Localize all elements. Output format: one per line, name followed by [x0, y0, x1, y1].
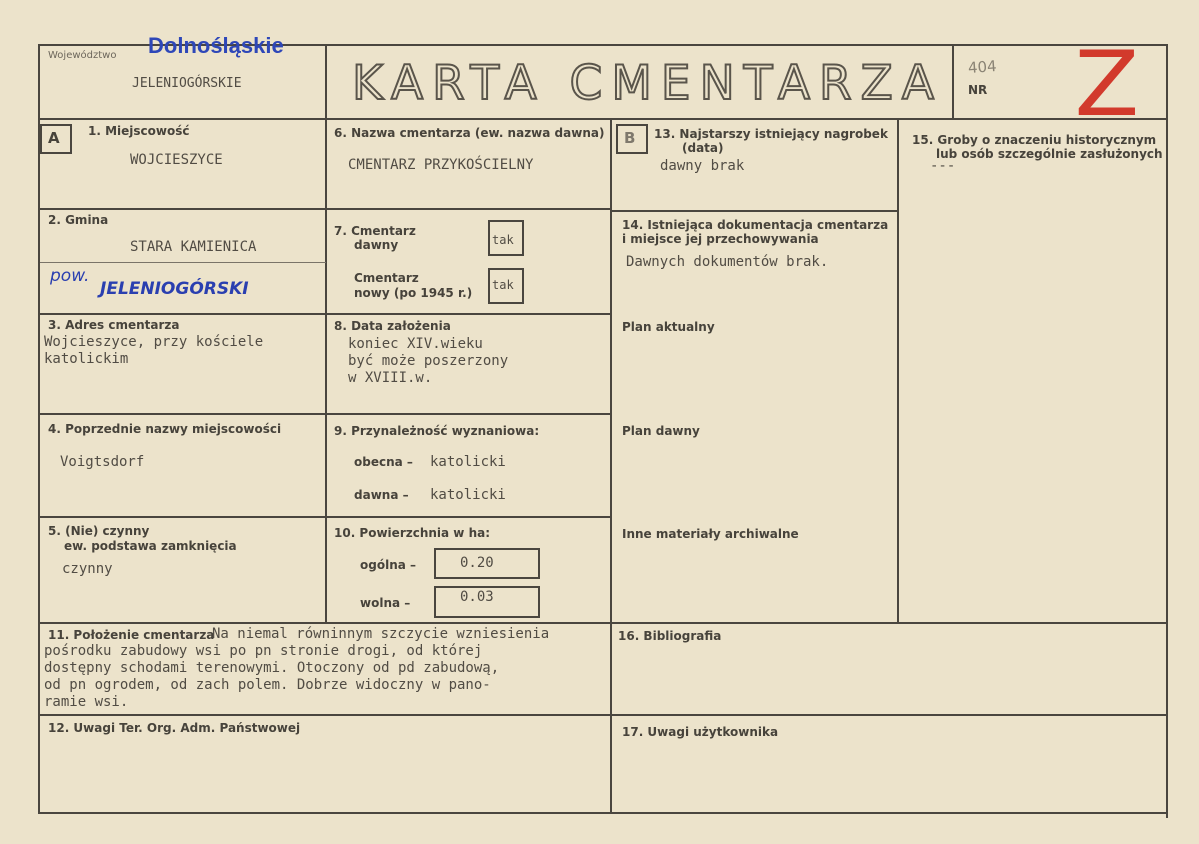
powiat-value: JELENIOGÓRSKI — [100, 279, 249, 299]
field9-dawna-value: katolicki — [430, 487, 506, 503]
rule-gmina-dashed — [40, 262, 326, 263]
field6-value: CMENTARZ PRZYKOŚCIELNY — [348, 157, 534, 173]
nr-handwritten: 404 — [967, 57, 998, 77]
wojewodztwo-label: Województwo — [48, 50, 117, 61]
field15-label-1: 15. Groby o znaczeniu historycznym — [912, 133, 1157, 147]
field15-label-2: lub osób szczególnie zasłużonych — [936, 147, 1163, 161]
nr-label: NR — [968, 83, 988, 97]
field5-label-1: 5. (Nie) czynny — [48, 524, 150, 538]
field7-label: 7. Cmentarz — [334, 224, 416, 238]
field13-value: dawny brak — [660, 158, 745, 174]
field9-label: 9. Przynależność wyznaniowa: — [334, 424, 540, 438]
field1-label: 1. Miejscowość — [88, 124, 190, 138]
rule-col3-row — [612, 210, 899, 212]
field8-line3: w XVIII.w. — [348, 370, 433, 386]
wojewodztwo-typed: JELENIOGÓRSKIE — [132, 76, 242, 91]
field4-label: 4. Poprzednie nazwy miejscowości — [48, 422, 282, 436]
field3-line2: katolickim — [44, 351, 129, 367]
field10-wolna-value: 0.03 — [460, 589, 494, 605]
field3-label: 3. Adres cmentarza — [48, 318, 180, 332]
field13-label-1: 13. Najstarszy istniejący nagrobek — [654, 127, 888, 141]
rule-row5 — [38, 622, 1168, 624]
field11-line5: ramie wsi. — [44, 694, 129, 710]
field2-label: 2. Gmina — [48, 213, 109, 227]
field7-nowy-label-1: Cmentarz — [354, 271, 419, 285]
field10-wolna-label: wolna – — [360, 596, 411, 610]
field11-line2: pośrodku zabudowy wsi po pn stronie drogi, od której — [44, 643, 483, 659]
field5-label-2: ew. podstawa zamknięcia — [64, 539, 237, 553]
field11-line4: od pn ogrodem, od zach polem. Dobrze widoczny w pano- — [44, 677, 491, 693]
card-title: KARTA CMENTARZA — [352, 56, 943, 111]
rule-header-bottom — [38, 118, 1168, 120]
field14-label-1: 14. Istniejąca dokumentacja cmentarza — [622, 218, 889, 232]
field8-line2: być może poszerzony — [348, 353, 509, 369]
rule-header-div2 — [952, 44, 954, 120]
field10-ogolna-value: 0.20 — [460, 555, 494, 571]
field14-value: Dawnych dokumentów brak. — [626, 254, 829, 270]
section-b-letter: B — [624, 129, 636, 147]
wojewodztwo-stamp: Dolnośląskie — [148, 33, 284, 58]
field3-line1: Wojcieszyce, przy kościele — [44, 334, 264, 350]
field11-label: 11. Położenie cmentarza — [48, 628, 215, 642]
rule-col2 — [610, 118, 612, 814]
field14-label-2: i miejsce jej przechowywania — [622, 232, 819, 246]
field13-label-2: (data) — [682, 141, 724, 155]
field16-label: 16. Bibliografia — [618, 629, 722, 643]
rule-right — [1166, 44, 1168, 818]
field6-label: 6. Nazwa cmentarza (ew. nazwa dawna) — [334, 126, 605, 140]
field9-obecna-value: katolicki — [430, 454, 506, 470]
field17-label: 17. Uwagi użytkownika — [622, 725, 779, 739]
inne-materialy-label: Inne materiały archiwalne — [622, 527, 799, 541]
field7-dawny-value: tak — [492, 233, 514, 247]
rule-row3 — [38, 413, 612, 415]
field5-value: czynny — [62, 561, 113, 577]
field8-label: 8. Data założenia — [334, 319, 451, 333]
field2-value: STARA KAMIENICA — [130, 239, 257, 255]
field11-line3: dostępny schodami terenowymi. Otoczony od pd zabudową, — [44, 660, 500, 676]
plan-aktualny-label: Plan aktualny — [622, 320, 715, 334]
rule-row6 — [38, 714, 1168, 716]
z-mark: Z — [1074, 32, 1140, 137]
plan-dawny-label: Plan dawny — [622, 424, 700, 438]
field7-nowy-label-2: nowy (po 1945 r.) — [354, 286, 473, 300]
rule-col1 — [325, 118, 327, 623]
rule-col3 — [897, 118, 899, 624]
rule-row1 — [38, 208, 612, 210]
field1-value: WOJCIESZYCE — [130, 152, 223, 168]
rule-bottom — [38, 812, 1168, 814]
field7-nowy-value: tak — [492, 278, 514, 292]
field11-line1: Na niemal równinnym szczycie wzniesienia — [212, 626, 550, 642]
field10-ogolna-label: ogólna – — [360, 558, 417, 572]
rule-header-div1 — [325, 44, 327, 120]
rule-row4 — [38, 516, 612, 518]
section-a-letter: A — [48, 129, 60, 147]
field10-label: 10. Powierzchnia w ha: — [334, 526, 491, 540]
field15-value: --- — [930, 158, 956, 174]
rule-row2 — [38, 313, 612, 315]
field8-line1: koniec XIV.wieku — [348, 336, 483, 352]
field12-label: 12. Uwagi Ter. Org. Adm. Państwowej — [48, 721, 301, 735]
powiat-prefix: pow. — [50, 266, 90, 286]
field9-obecna-label: obecna – — [354, 455, 413, 469]
field7-dawny-label: dawny — [354, 238, 399, 252]
field9-dawna-label: dawna – — [354, 488, 409, 502]
rule-left — [38, 44, 40, 814]
field4-value: Voigtsdorf — [60, 454, 145, 470]
